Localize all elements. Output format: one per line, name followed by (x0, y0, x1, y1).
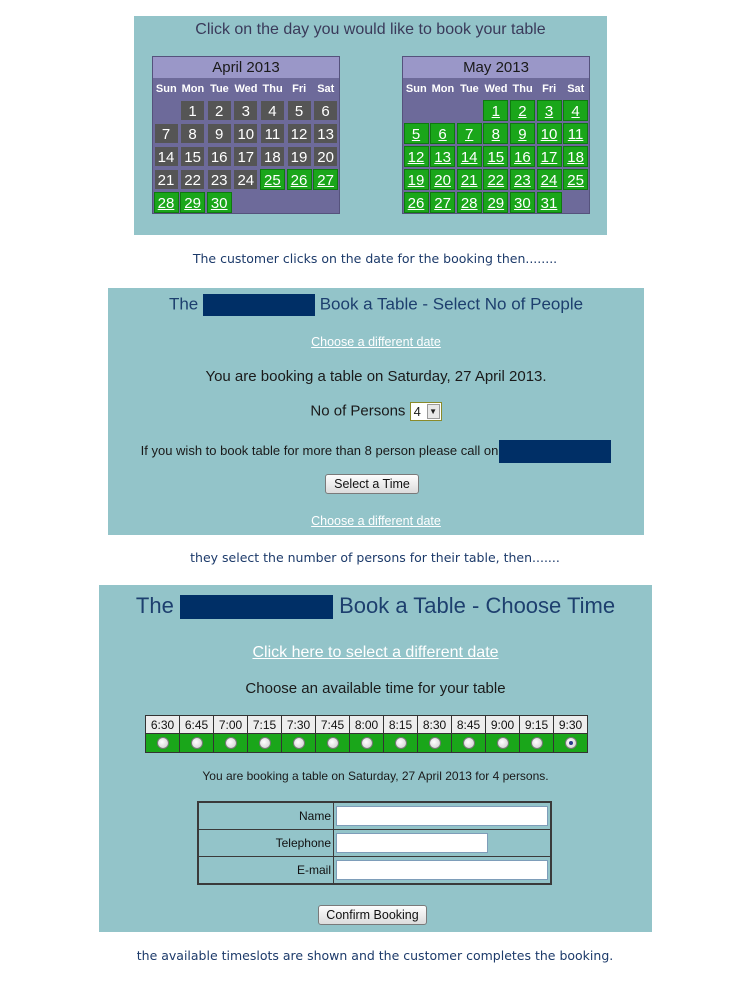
calendar-day-available[interactable]: 28 (154, 192, 179, 213)
timeslot-label: 8:15 (384, 716, 418, 734)
timeslot-radio[interactable] (395, 737, 407, 749)
calendar-day-available[interactable]: 16 (510, 146, 535, 167)
timeslot-radio[interactable] (497, 737, 509, 749)
calendar-day-available[interactable]: 9 (510, 123, 535, 144)
timeslot-label: 8:00 (350, 716, 384, 734)
timeslot-label: 7:00 (214, 716, 248, 734)
persons-page-title (108, 294, 644, 316)
calendar-day-available[interactable]: 10 (537, 123, 562, 144)
title-suffix: Book a Table - Select No of People (319, 294, 584, 314)
calendar-day-available[interactable]: 29 (483, 192, 508, 213)
timeslot-label: 8:45 (452, 716, 486, 734)
calendar-day-past: 4 (260, 100, 285, 121)
timeslot-radio[interactable] (327, 737, 339, 749)
calendar-day-past: 18 (260, 146, 285, 167)
redacted-restaurant-name (203, 294, 315, 316)
timeslot-table (145, 715, 588, 753)
title-suffix: Book a Table - Choose Time (339, 593, 616, 618)
timeslot-radio[interactable] (293, 737, 305, 749)
select-time-button[interactable]: Select a Time (325, 474, 419, 494)
calendar-day-past: 5 (287, 100, 312, 121)
timeslot-label: 9:00 (486, 716, 520, 734)
choose-different-date-link[interactable]: Choose a different date (311, 335, 441, 349)
persons-select-value: 4 (413, 404, 421, 419)
weekday-label: Wed (234, 83, 258, 95)
title-prefix: The (168, 294, 199, 314)
timeslot-label: 6:30 (146, 716, 180, 734)
calendar-day-available[interactable]: 23 (510, 169, 535, 190)
timeslot-cell (316, 734, 350, 753)
calendar-day-available[interactable]: 20 (430, 169, 455, 190)
timeslot-radio[interactable] (429, 737, 441, 749)
calendar-day-available[interactable]: 25 (563, 169, 588, 190)
calendar-instruction: Click on the day you would like to book your table (195, 21, 546, 38)
name-input[interactable] (336, 806, 548, 826)
calendar-day-available[interactable]: 3 (537, 100, 562, 121)
timeslot-cell (486, 734, 520, 753)
calendar-day-available[interactable]: 28 (457, 192, 482, 213)
title-prefix: The (135, 593, 174, 618)
contact-form (197, 801, 552, 885)
calendar-day-available[interactable]: 17 (537, 146, 562, 167)
timeslot-cell (520, 734, 554, 753)
calendar-day-past: 17 (233, 146, 258, 167)
timeslot-cell (146, 734, 180, 753)
weekday-label: Thu (262, 83, 283, 95)
calendar-day-past: 16 (207, 146, 232, 167)
calendar-day-past: 9 (207, 123, 232, 144)
booking-summary: You are booking a table on Saturday, 27 April 2013 for 4 persons. (202, 769, 549, 783)
large-party-note (108, 440, 644, 463)
calendar-day-available[interactable]: 22 (483, 169, 508, 190)
calendar-day-available[interactable]: 27 (430, 192, 455, 213)
calendar-day-available[interactable]: 26 (404, 192, 429, 213)
timeslot-label: 7:45 (316, 716, 350, 734)
calendar-day-available[interactable]: 25 (260, 169, 285, 190)
calendar-day-past: 7 (154, 123, 179, 144)
timeslot-cell (384, 734, 418, 753)
timeslot-radios-row (146, 734, 588, 753)
calendar-day-available[interactable]: 18 (563, 146, 588, 167)
step2-caption: they select the number of persons for their table, then....... (190, 550, 560, 565)
timeslot-radio[interactable] (531, 737, 543, 749)
calendar-day-available[interactable]: 8 (483, 123, 508, 144)
weekday-label: Mon (431, 83, 455, 95)
calendar-day-available[interactable]: 13 (430, 146, 455, 167)
telephone-label: Telephone (198, 830, 334, 857)
time-page-title (99, 593, 652, 619)
persons-panel (108, 288, 644, 535)
calendar-day-available[interactable]: 19 (404, 169, 429, 190)
calendar-day-available[interactable]: 30 (510, 192, 535, 213)
weekday-label: Tue (210, 83, 229, 95)
timeslot-radio[interactable] (225, 737, 237, 749)
calendar-day-past: 10 (233, 123, 258, 144)
calendar-day-past: 1 (180, 100, 205, 121)
timeslot-radio[interactable] (157, 737, 169, 749)
calendar-day-available[interactable]: 21 (457, 169, 482, 190)
weekday-label: Thu (512, 83, 533, 95)
calendar-day-available[interactable]: 31 (537, 192, 562, 213)
timeslot-cell (248, 734, 282, 753)
persons-row (108, 402, 644, 421)
weekday-label: Sat (567, 83, 585, 95)
timeslot-cell (282, 734, 316, 753)
calendar-day-available[interactable]: 27 (313, 169, 338, 190)
calendar-panel (134, 16, 607, 235)
calendar-day-available[interactable]: 7 (457, 123, 482, 144)
timeslot-label: 6:45 (180, 716, 214, 734)
calendar-day-available[interactable]: 14 (457, 146, 482, 167)
calendar-day-past: 14 (154, 146, 179, 167)
email-label: E-mail (198, 857, 334, 885)
redacted-phone-number (499, 440, 611, 463)
confirm-booking-button[interactable]: Confirm Booking (318, 905, 427, 925)
timeslot-label: 9:15 (520, 716, 554, 734)
calendar-day-available[interactable]: 1 (483, 100, 508, 121)
calendar-day-past: 21 (154, 169, 179, 190)
step1-caption: The customer clicks on the date for the booking then........ (192, 251, 558, 266)
calendar-day-past: 20 (313, 146, 338, 167)
timeslot-radio[interactable] (361, 737, 373, 749)
form-row-name (198, 802, 551, 830)
timeslot-labels-row (146, 716, 588, 734)
calendar-weekday-header (403, 78, 589, 100)
form-row-email (198, 857, 551, 885)
calendar-day-past: 15 (180, 146, 205, 167)
calendar-day-available[interactable]: 12 (404, 146, 429, 167)
calendar-day-available[interactable]: 15 (483, 146, 508, 167)
weekday-label: Tue (460, 83, 479, 95)
calendar-day-available[interactable]: 29 (180, 192, 205, 213)
persons-label: No of Persons (310, 402, 406, 420)
telephone-input[interactable] (336, 833, 488, 853)
calendar-day-past: 13 (313, 123, 338, 144)
timeslot-radio[interactable] (191, 737, 203, 749)
calendar-day-available[interactable]: 4 (563, 100, 588, 121)
chevron-down-icon: ▼ (427, 404, 440, 419)
timeslot-label: 7:30 (282, 716, 316, 734)
choose-time-subtitle: Choose an available time for your table (245, 680, 506, 697)
calendar-day-available[interactable]: 26 (287, 169, 312, 190)
calendar-day-past: 22 (180, 169, 205, 190)
calendar-day-past: 6 (313, 100, 338, 121)
large-party-text: If you wish to book table for more than 8 person please call on (140, 442, 499, 458)
calendar-day-past: 24 (233, 169, 258, 190)
calendar-days-grid (153, 100, 339, 213)
calendar-day-available[interactable]: 6 (430, 123, 455, 144)
timeslot-label: 9:30 (554, 716, 588, 734)
select-different-date-link[interactable]: Click here to select a different date (252, 644, 499, 661)
persons-select[interactable] (410, 402, 442, 421)
calendar-days-grid (403, 100, 589, 213)
timeslot-cell (350, 734, 384, 753)
timeslot-cell (452, 734, 486, 753)
choose-different-date-link-bottom[interactable]: Choose a different date (311, 514, 441, 528)
timeslot-cell (418, 734, 452, 753)
timeslot-cell (180, 734, 214, 753)
calendar-day-available[interactable]: 24 (537, 169, 562, 190)
calendar-day-past: 2 (207, 100, 232, 121)
timeslot-cell (554, 734, 588, 753)
calendar-month-title: May 2013 (403, 57, 589, 78)
calendar-day-available[interactable]: 5 (404, 123, 429, 144)
calendar-day-past: 11 (260, 123, 285, 144)
email-input[interactable] (336, 860, 548, 880)
time-panel (99, 585, 652, 932)
timeslot-radio[interactable] (463, 737, 475, 749)
weekday-label: Wed (484, 83, 508, 95)
weekday-label: Sat (317, 83, 335, 95)
calendar-day-available[interactable]: 2 (510, 100, 535, 121)
form-row-telephone (198, 830, 551, 857)
timeslot-cell (214, 734, 248, 753)
calendar-day-past: 3 (233, 100, 258, 121)
booking-summary: You are booking a table on Saturday, 27 April 2013. (205, 368, 547, 385)
calendar-april-2013 (152, 56, 340, 214)
calendar-day-past: 12 (287, 123, 312, 144)
calendar-day-available[interactable]: 30 (207, 192, 232, 213)
weekday-label: Mon (181, 83, 205, 95)
calendar-day-past: 19 (287, 146, 312, 167)
step3-caption: the available timeslots are shown and the customer completes the booking. (136, 948, 614, 963)
timeslot-radio[interactable] (259, 737, 271, 749)
timeslot-label: 7:15 (248, 716, 282, 734)
calendar-may-2013 (402, 56, 590, 214)
weekday-label: Fri (542, 83, 557, 95)
calendar-month-title: April 2013 (153, 57, 339, 78)
weekday-label: Fri (292, 83, 307, 95)
calendar-weekday-header (153, 78, 339, 100)
redacted-restaurant-name (180, 595, 333, 619)
calendar-day-past: 8 (180, 123, 205, 144)
weekday-label: Sun (405, 83, 427, 95)
calendar-day-past: 23 (207, 169, 232, 190)
calendar-day-available[interactable]: 11 (563, 123, 588, 144)
timeslot-radio[interactable] (565, 737, 577, 749)
name-label: Name (198, 802, 334, 830)
weekday-label: Sun (155, 83, 177, 95)
timeslot-label: 8:30 (418, 716, 452, 734)
